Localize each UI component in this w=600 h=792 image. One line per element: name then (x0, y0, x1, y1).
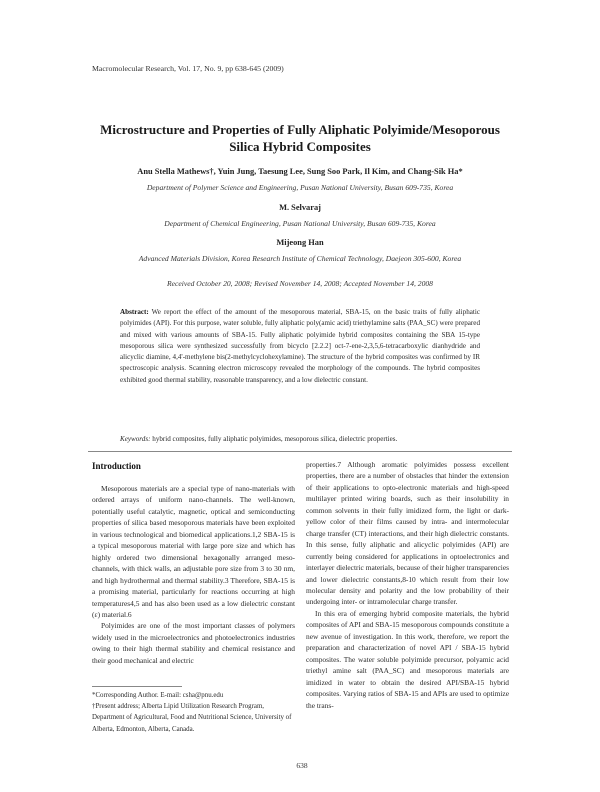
footnote-divider (92, 686, 182, 687)
journal-citation: Macromolecular Research, Vol. 17, No. 9, pp 638-645 (2009) (92, 64, 284, 73)
abstract (120, 307, 480, 386)
footnotes (92, 690, 295, 735)
paragraph: In this era of emerging hybrid composite materials, the hybrid composites of API and SBA-15 mesoporous compounds constitute a new avenue of investigation. In this work, therefore, we report the preparation and characterization of novel API / SBA-15 hybrid composites. The water soluble polyimide precursor, polyamic acid triethyl amine salt (PAA_SC) and mesoporous materials are imidized in water to obtain the desired API/SBA-15 hybrid composites. Varying ratios of SBA-15 and APIs are used to optimize the trans- (306, 608, 509, 710)
author-name-2: M. Selvaraj (279, 203, 321, 212)
section-heading-introduction: Introduction (92, 461, 141, 471)
footnote-present-address: †Present address; Alberta Lipid Utilization Research Program, Department of Agricultural, Food and Nutritional Science, University of Alberta, Edmonton, Alberta, Canada. (92, 703, 292, 733)
affiliation-1: Department of Polymer Science and Engineering, Pusan National University, Busan 609-735, Korea (146, 183, 454, 192)
affiliation-3: Advanced Materials Division, Korea Research Institute of Chemical Technology, Daejeon 305-600, Korea (138, 254, 462, 263)
paper-title (80, 121, 520, 155)
page-number: 638 (296, 761, 308, 770)
abstract-label: Abstract: (120, 308, 149, 316)
received-dates: Received October 20, 2008; Revised November 14, 2008; Accepted November 14, 2008 (167, 279, 433, 288)
footnote-corresponding: *Corresponding Author. E-mail: csha@pnu.edu (92, 692, 224, 699)
affiliation-2: Department of Chemical Engineering, Pusan National University, Busan 609-735, Korea (164, 219, 436, 228)
keywords (120, 435, 500, 443)
author-list: Anu Stella Mathews†, Yuin Jung, Taesung Lee, Sung Soo Park, Il Kim, and Chang-Sik Ha* (137, 167, 463, 176)
title-line-1: Microstructure and Properties of Fully Aliphatic Polyimide/Mesoporous (100, 122, 500, 137)
paragraph: Polyimides are one of the most important classes of polymers widely used in the microelectronics and photoelectronics industries owing to their high thermal stability and chemical resistance and their good mechanical and electric (92, 621, 295, 665)
paragraph: Mesoporous materials are a special type of nano-materials with ordered arrays of uniform nano-channels. The well-known, potentially useful catalytic, magnetic, optical and semiconducting properties of silica based mesoporous materials have been exploited in various technological and biomedical applications.1,2 SBA-15 is a typical mesoporous material with large pore size and which has highly ordered two dimensional hexagonally arranged meso-channels, with thick walls, an adjustable pore size from 3 to 30 nm, and high hydrothermal and thermal stability.3 Therefore, SBA-15 is a promising material, particularly for reactions occurring at high temperatures4,5 and has also been used as a low dielectric constant (ε) material.6 (92, 484, 295, 619)
title-line-2: Silica Hybrid Composites (229, 139, 371, 154)
paragraph: properties.7 Although aromatic polyimides possess excellent properties, there are a number of obstacles that hinder the extension of their applications to opto-electronic materials and high-speed multilayer printed wiring boards, such as their insolubility in common solvents in their fully imidized form, the light or dark-yellow color of their films caused by intra- and intermolecular charge transfer (CT) interactions, and their high dielectric constants. In this sense, fully aliphatic and alicyclic polyimides (API) are currently being considered for applications in optoelectronics and interlayer dielectric materials, because of their higher transparencies and lower dielectric constants,8-10 which result from their low molecular density and polarity and the low probability of their undergoing inter- or intramolecular charge transfer. (306, 460, 509, 607)
keywords-label: Keywords: (120, 435, 151, 443)
keywords-text: hybrid composites, fully aliphatic polyimides, mesoporous silica, dielectric properties. (152, 435, 398, 443)
section-divider (88, 451, 512, 452)
left-column (92, 483, 295, 666)
author-name-3: Mijeong Han (276, 238, 324, 247)
right-column (306, 459, 509, 711)
abstract-text: We report the effect of the amount of the mesoporous material, SBA-15, on the basic traits of fully aliphatic polyimides (API). For this purpose, water soluble, fully aliphatic poly(amic acid) triethylamine salts (PAA_SC) were prepared and mixed with various amounts of SBA-15. Fully aliphatic polyimide hybrid composites containing the SBA 15-type mesoporous silica were synthesized successfully from bicyclo [2.2.2] oct-7-ene-2,3,5,6-tetracarboxylic dianhydride and alicyclic diamine, 4,4'-methylene bis(2-methylcyclohexylamine). The structure of the hybrid composites was confirmed by IR spectroscopic analysis. Scanning electron microscopy revealed the morphology of the compounds. The hybrid composites exhibited good thermal stability, reasonable transparency, and a low dielectric constant. (120, 308, 480, 384)
